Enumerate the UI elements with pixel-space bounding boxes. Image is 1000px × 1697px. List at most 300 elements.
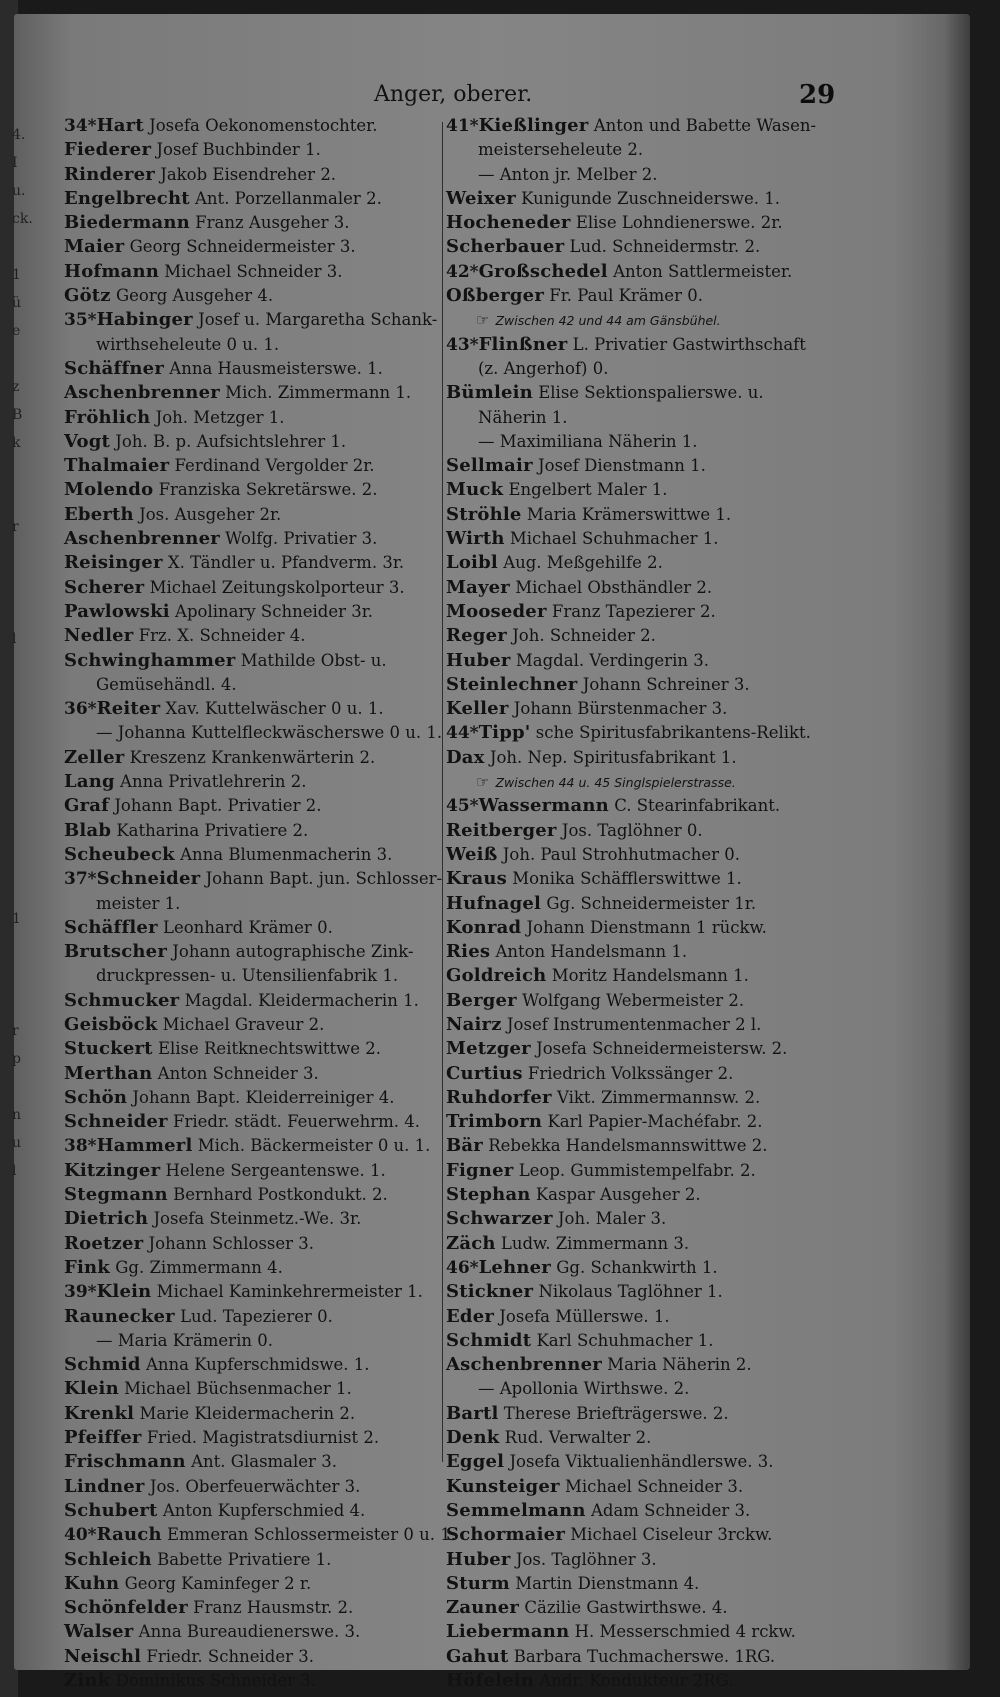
resident-surname: Scherer [64,576,145,598]
resident-details: Helene Sergeantenswe. 1. [165,1160,386,1180]
resident-surname: Walser [64,1621,134,1643]
margin-mark [12,1206,26,1234]
resident-surname: Goldreich [446,965,547,987]
margin-mark: p [12,1051,21,1067]
resident-details: Karl Papier-Machéfabr. 2. [547,1112,763,1132]
margin-mark [12,450,26,478]
resident-details: Lud. Schneidermstr. 2. [569,237,761,257]
note-text: Zwischen 42 und 44 am Gänsbühel. [495,313,721,329]
directory-entry [446,1572,871,1596]
directory-entry [64,940,444,964]
directory-entry [64,1548,444,1572]
resident-details: Johann Bürstenmacher 3. [513,699,728,719]
margin-mark: e [12,323,21,339]
resident-details: Ant. Porzellanmaler 2. [195,188,382,208]
resident-surname: Liebermann [446,1621,570,1643]
resident-details: Bernhard Postkondukt. 2. [173,1185,388,1205]
resident-details: Johann autographische Zink- [172,942,414,962]
directory-entry [446,211,871,235]
resident-details: Marie Kleidermacherin 2. [139,1403,356,1423]
resident-details: H. Messerschmied 4 rckw. [574,1622,796,1642]
resident-surname: Neischl [64,1645,142,1667]
directory-entry [446,794,871,818]
resident-details: Michael Schuhmacher 1. [509,529,719,549]
margin-mark [12,786,26,814]
resident-details: (z. Angerhof) 0. [478,358,609,378]
resident-surname: Denk [446,1427,500,1449]
page-header [14,74,970,114]
resident-details: Jos. Taglöhner 0. [561,820,703,840]
resident-details: sche Spiritusfabrikantens-Relikt. [535,723,811,743]
margin-bleed-text [12,114,33,1514]
resident-details: Anton und Babette Wasen- [593,116,817,135]
directory-entry [64,551,444,575]
directory-entry [446,1548,871,1572]
resident-surname: Konrad [446,916,522,938]
resident-details: Cäzilie Gastwirthswe. 4. [524,1598,728,1618]
margin-mark [12,1346,26,1374]
resident-surname: Nairz [446,1013,502,1035]
street-heading: Anger, oberer. [374,82,533,107]
resident-details: Anna Privatlehrerin 2. [120,772,307,792]
directory-entry [446,1013,871,1037]
resident-details: Wolfg. Privatier 3. [225,529,378,549]
resident-details: Gg. Zimmermann 4. [115,1257,283,1277]
resident-surname: Aschenbrenner [64,382,220,404]
margin-mark: ü [12,295,22,311]
resident-surname: Fröhlich [64,406,151,428]
margin-mark [12,758,26,786]
resident-surname: Schwinghammer [64,649,236,671]
margin-mark [12,1430,26,1458]
resident-details: Babette Privatiere 1. [157,1549,332,1569]
resident-surname: Eberth [64,503,134,525]
directory-entry [64,1620,444,1644]
resident-details: Engelbert Maler 1. [508,480,668,500]
resident-surname: Bartl [446,1402,499,1424]
margin-mark: u. [12,183,26,199]
margin-mark [12,814,26,842]
resident-surname: Wassermann [478,795,609,817]
directory-entry [64,381,444,405]
directory-entry [64,989,444,1013]
resident-surname: Trimborn [446,1111,543,1133]
resident-details: Nikolaus Taglöhner 1. [538,1282,723,1302]
resident-surname: Thalmaier [64,455,170,477]
resident-details: Franz Tapezierer 2. [551,601,716,621]
resident-surname: Tipp' [478,722,531,744]
directory-entry [64,1377,444,1401]
resident-details: Fried. Magistratsdiurnist 2. [146,1428,380,1448]
resident-surname: Schneider [96,868,201,890]
directory-entry [446,964,871,988]
resident-details: Ludw. Zimmermann 3. [500,1233,690,1253]
directory-entry [446,1377,871,1401]
directory-entry [64,454,444,478]
resident-details: Josefa Schneidermeistersw. 2. [536,1039,788,1059]
resident-details: Kreszenz Krankenwärterin 2. [129,747,376,767]
directory-entry [446,1086,871,1110]
directory-entry [446,1232,871,1256]
directory-entry [64,406,444,430]
resident-details: Maria Näherin 2. [607,1355,752,1375]
resident-surname: Bümlein [446,382,533,404]
resident-surname: Scheubeck [64,843,175,865]
directory-entry [446,576,871,600]
resident-surname: Dietrich [64,1208,149,1230]
page-number: 29 [799,80,836,110]
resident-details: Magdal. Verdingerin 3. [515,650,709,670]
resident-surname: Nedler [64,625,134,647]
resident-surname: Hofmann [64,260,160,282]
margin-mark [12,870,26,898]
directory-entry [446,235,871,259]
resident-surname: Eggel [446,1451,505,1473]
resident-surname: Figner [446,1159,514,1181]
directory-entry [64,916,444,940]
margin-mark [12,646,26,674]
resident-details: Johann Dienstmann 1 rückw. [526,917,767,937]
directory-entry [64,1329,444,1353]
resident-surname: Blab [64,819,112,841]
resident-surname: Oßberger [446,285,544,307]
resident-details: — Anton jr. Melber 2. [478,164,658,184]
directory-entry [446,503,871,527]
resident-surname: Schmidt [446,1329,532,1351]
resident-details: Rebekka Handelsmannswittwe 2. [488,1136,768,1156]
directory-entry [64,430,444,454]
resident-details: Josefa Müllerswe. 1. [499,1306,670,1326]
margin-mark [12,1262,26,1290]
resident-details: Joh. Maler 3. [557,1209,667,1229]
resident-surname: Zauner [446,1597,520,1619]
resident-details: Joh. Nep. Spiritusfabrikant 1. [489,747,737,767]
resident-details: Rud. Verwalter 2. [504,1428,652,1448]
directory-entry [64,1110,444,1134]
resident-surname: Götz [64,285,111,307]
resident-surname: Engelbrecht [64,187,190,209]
directory-entry [446,916,871,940]
margin-mark [12,1374,26,1402]
resident-details: Ant. Glasmaler 3. [191,1452,337,1472]
directory-entry [64,624,444,648]
directory-entry [64,1475,444,1499]
resident-details: Josefa Viktualienhändlerswe. 3. [509,1452,774,1472]
resident-details: Monika Schäfflerswittwe 1. [512,869,742,889]
margin-mark [12,982,26,1010]
resident-details: — Johanna Kuttelfleckwäscherswe 0 u. 1. [96,723,443,743]
resident-details: Maria Krämerswittwe 1. [526,504,732,524]
directory-entry [446,187,871,211]
directory-entry [446,1426,871,1450]
directory-entry [446,1110,871,1134]
resident-surname: Habinger [96,309,193,331]
directory-entry [446,746,871,770]
margin-mark [12,954,26,982]
directory-entry [446,454,871,478]
resident-surname: Ries [446,941,491,963]
resident-surname: Lang [64,771,115,793]
house-number: 42* [446,261,479,282]
resident-details: Gemüsehändl. 4. [96,674,237,694]
resident-details: Michael Obsthändler 2. [515,577,713,597]
resident-surname: Kitzinger [64,1159,161,1181]
resident-details: Johann Bapt. jun. Schlosser- [205,869,443,889]
resident-surname: Großschedel [478,260,608,282]
margin-mark [12,562,26,590]
resident-details: Friedr. städt. Feuerwehrm. 4. [173,1112,420,1132]
resident-surname: Schäffner [64,357,165,379]
directory-entry [446,624,871,648]
margin-mark: 1 [12,267,21,283]
resident-details: Mathilde Obst- u. [240,650,387,670]
margin-mark: r [12,1023,19,1039]
margin-mark: l [12,1163,17,1179]
directory-entry [446,1183,871,1207]
directory-entry [446,989,871,1013]
resident-details: Frz. X. Schneider 4. [138,626,306,646]
resident-details: Barbara Tuchmacherswe. 1RG. [513,1646,776,1666]
resident-details: Apolinary Schneider 3r. [175,601,374,621]
resident-surname: Weixer [446,187,516,209]
directory-entry [64,770,444,794]
directory-entry [64,357,444,381]
resident-details: Michael Zeitungskolporteur 3. [149,577,405,597]
resident-details: Therese Briefträgerswe. 2. [503,1403,729,1423]
resident-surname: Metzger [446,1038,531,1060]
directory-entry [446,1062,871,1086]
directory-entry [64,333,444,357]
resident-surname: Lehner [478,1256,551,1278]
directory-entry [64,1402,444,1426]
resident-details: Georg Kaminfeger 2 r. [124,1573,312,1593]
margin-mark: B [12,407,23,423]
directory-entry [64,1086,444,1110]
resident-details: Johann Schreiner 3. [582,674,750,694]
resident-surname: Roetzer [64,1232,144,1254]
resident-details: meisterseheleute 2. [478,140,644,160]
directory-entry [446,406,871,430]
resident-surname: Lindner [64,1475,145,1497]
right-column [446,114,871,1693]
directory-entry [446,1669,871,1693]
directory-entry [446,357,871,381]
street-note [446,308,871,332]
margin-mark: r [12,519,19,535]
resident-surname: Brutscher [64,941,168,963]
resident-surname: Hocheneder [446,212,571,234]
resident-surname: Vogt [64,430,111,452]
directory-entry [64,1280,444,1304]
resident-details: Friedrich Volkssänger 2. [527,1063,734,1083]
directory-entry [64,1669,444,1693]
directory-entry [64,1207,444,1231]
resident-details: Wolfgang Webermeister 2. [522,990,745,1010]
resident-surname: Biedermann [64,212,190,234]
margin-mark: 4. [12,127,26,143]
margin-mark [12,478,26,506]
directory-entry [446,843,871,867]
house-number: 36* [64,699,97,720]
resident-surname: Graf [64,795,110,817]
directory-entry [446,819,871,843]
directory-entry [64,527,444,551]
resident-details: Josefa Oekonomenstochter. [149,116,378,135]
margin-mark [12,534,26,562]
directory-entry [446,1280,871,1304]
resident-details: Anton Handelsmann 1. [495,942,688,962]
resident-details: Magdal. Kleidermacherin 1. [184,990,419,1010]
margin-mark: 1 [12,911,21,927]
directory-entry [446,551,871,575]
resident-surname: Muck [446,479,504,501]
margin-mark: I [12,155,18,171]
resident-surname: Rinderer [64,163,155,185]
directory-entry [446,1475,871,1499]
resident-details: Josefa Steinmetz.-We. 3r. [153,1209,362,1229]
directory-entry [446,1353,871,1377]
resident-surname: Höfelein [446,1670,535,1691]
directory-entry [64,600,444,624]
margin-mark: l [12,631,17,647]
directory-entry [64,114,444,138]
house-number: 41* [446,116,479,136]
directory-entry [446,600,871,624]
resident-surname: Raunecker [64,1305,175,1327]
resident-details: Michael Schneider 3. [164,261,343,281]
resident-details: Michael Graveur 2. [162,1014,325,1034]
resident-details: wirthseheleute 0 u. 1. [96,334,280,354]
resident-details: Jos. Ausgeher 2r. [139,504,282,524]
resident-surname: Pfeiffer [64,1427,142,1449]
resident-surname: Stephan [446,1184,531,1206]
resident-surname: Hammerl [96,1135,193,1157]
margin-mark [12,730,26,758]
resident-surname: Huber [446,1548,511,1570]
resident-details: — Maximiliana Näherin 1. [478,431,698,451]
directory-entry [64,260,444,284]
directory-entry [64,697,444,721]
resident-details: Michael Kaminkehrermeister 1. [156,1282,423,1302]
resident-details: Kaspar Ausgeher 2. [535,1185,701,1205]
resident-surname: Sturm [446,1572,510,1594]
resident-details: Gg. Schankwirth 1. [556,1257,718,1277]
house-number: 35* [64,310,97,331]
directory-entry [64,211,444,235]
resident-surname: Huber [446,649,511,671]
page-edge-shadow [944,14,970,1670]
directory-entry [64,1353,444,1377]
resident-details: Elise Sektionspalierswe. u. [538,383,764,403]
directory-entry [446,673,871,697]
house-number: 43* [446,334,479,355]
margin-mark [12,1402,26,1430]
directory-entry [64,1523,456,1547]
resident-details: Joh. Schneider 2. [512,626,656,646]
resident-surname: Pawlowski [64,600,170,622]
resident-surname: Ströhle [446,503,522,525]
resident-surname: Kuhn [64,1572,120,1594]
resident-details: Andr. Kondukteur 2RG. [539,1671,734,1690]
house-number: 37* [64,869,97,890]
directory-entry [64,794,444,818]
directory-entry [64,819,444,843]
directory-entry [64,138,444,162]
resident-details: Ferdinand Vergolder 2r. [174,456,375,476]
directory-entry [446,867,871,891]
resident-surname: Stegmann [64,1184,168,1206]
resident-surname: Aschenbrenner [64,528,220,550]
resident-details: Adam Schneider 3. [590,1500,751,1520]
resident-surname: Reger [446,625,507,647]
resident-surname: Merthan [64,1062,153,1084]
resident-surname: Frischmann [64,1451,186,1473]
resident-surname: Stuckert [64,1038,153,1060]
resident-details: Jos. Oberfeuerwächter 3. [149,1476,361,1496]
resident-surname: Klein [64,1378,119,1400]
resident-surname: Schön [64,1086,128,1108]
directory-entry [64,1159,444,1183]
directory-entry [64,721,444,745]
margin-mark [12,590,26,618]
directory-entry [446,697,871,721]
resident-surname: Dax [446,746,485,768]
resident-details: Kunigunde Zuschneiderswe. 1. [521,188,780,208]
resident-surname: Stickner [446,1281,534,1303]
directory-entry [64,867,444,891]
house-number: 38* [64,1136,97,1157]
resident-surname: Flinßner [478,333,568,355]
resident-details: Vikt. Zimmermannsw. 2. [556,1087,761,1107]
directory-entry [64,576,444,600]
resident-details: Näherin 1. [478,407,568,427]
resident-surname: Klein [96,1281,152,1303]
resident-surname: Keller [446,698,509,720]
margin-mark [12,1178,26,1206]
directory-entry [64,1499,444,1523]
resident-details: Josef Dienstmann 1. [538,456,706,476]
margin-mark [12,1290,26,1318]
directory-entry [446,721,871,745]
directory-entry [446,1329,871,1353]
resident-surname: Eder [446,1305,495,1327]
resident-details: Joh. B. p. Aufsichtslehrer 1. [115,431,347,451]
resident-surname: Reisinger [64,552,163,574]
house-number: 46* [446,1257,479,1278]
directory-entry [64,308,444,332]
left-column [64,114,456,1693]
resident-details: Josef Instrumentenmacher 2 l. [506,1014,762,1034]
resident-details: Emmeran Schlossermeister 0 u. 1. [166,1525,456,1545]
margin-mark [12,1318,26,1346]
directory-page [12,14,970,1691]
directory-entry [64,1134,444,1158]
resident-details: Leonhard Krämer 0. [163,917,333,937]
resident-details: Anton Schneider 3. [157,1063,319,1083]
directory-entry [446,260,871,284]
directory-entry [446,1402,871,1426]
margin-mark [12,702,26,730]
resident-details: Franziska Sekretärswe. 2. [158,480,378,500]
directory-entry [64,1450,444,1474]
house-number: 34* [64,116,97,136]
resident-details: Johann Bapt. Privatier 2. [114,796,322,816]
pointing-hand-icon: ☞ [476,773,490,792]
resident-details: Karl Schuhmacher 1. [536,1330,714,1350]
resident-surname: Reiter [96,698,161,720]
directory-entry [446,1256,871,1280]
resident-surname: Weiß [446,843,498,865]
